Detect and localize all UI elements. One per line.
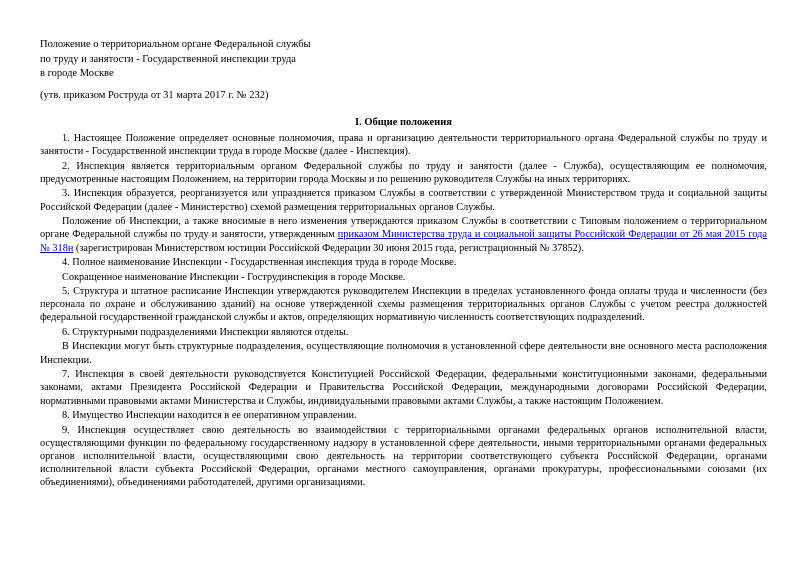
paragraph-structural-units: В Инспекции могут быть структурные подразделения, осуществляющие полномочия в установленной сфере деятельности вне основного места расположения Инспекции. xyxy=(40,341,767,366)
title-line-2: по труду и занятости - Государственной инспекции труда xyxy=(40,53,296,65)
paragraph-8: 8. Имущество Инспекции находится в ее оперативном управлении. xyxy=(62,410,357,422)
paragraph-regulation xyxy=(40,215,767,255)
paragraph-6: 6. Структурными подразделениями Инспекции являются отделы. xyxy=(62,326,349,338)
paragraph-short-name: Сокращенное наименование Инспекции - Гострудинспекция в городе Москве. xyxy=(62,271,406,283)
paragraph-1: 1. Настоящее Положение определяет основные полномочия, права и организацию деятельности территориального органа Федеральной службы по труду и занятости - Государственной инспекции труда в городе Москве (далее - Инспекция). xyxy=(40,133,767,158)
paragraph-3: 3. Инспекция образуется, реорганизуется или упраздняется приказом Службы в соответствии с утвержденной Министерством труда и социальной защиты Российской Федерации (далее - Министерство) схемой размещения территориальных органов Службы. xyxy=(40,188,767,213)
approval-note: (утв. приказом Роструда от 31 марта 2017 г. № 232) xyxy=(40,90,269,101)
paragraph-9: 9. Инспекция осуществляет свою деятельность во взаимодействии с территориальными органами федеральных органов исполнительной власти, осуществляющими функции по федеральному государственному надзору в установленной сфере деятельности, иными территориальными органами федеральных органов исполнительной власти, осуществляющими свою деятельность на территории соответствующего субъекта Российской Федерации, органами исполнительной власти субъекта Российской Федерации, органами местного самоуправления, органами прокуратуры, профессиональными союзами (их объединениями), объединениями работодателей, другими организациями. xyxy=(40,424,767,489)
document-title xyxy=(40,38,311,82)
document-body xyxy=(40,132,767,491)
title-line-3: в городе Москве xyxy=(40,68,114,79)
paragraph-5: 5. Структура и штатное расписание Инспекции утверждаются руководителем Инспекции в пределах установленного фонда оплаты труда и численности (без персонала по охране и обслуживанию зданий) на основе утвержденной схемы размещения территориальных органов Службы с учетом реестра должностей федеральной государственной гражданской службы и актов, определяющих нормативную численность соответствующих подразделений. xyxy=(40,286,767,324)
paragraph-2: 2. Инспекция является территориальным органом Федеральной службы по труду и занятости (далее - Служба), осуществляющим ее полномочия, предусмотренные настоящим Положением, на территории города Москвы и по решению руководителя Службы на иных территориях. xyxy=(40,160,767,185)
paragraph-regulation-text-before: Положение об Инспекции, а также вносимые в него изменения утверждаются приказом Службы в соответствии с Типовым положением о территориальном органе Федеральной службы по труду и занятости, утвержденным xyxy=(40,216,767,241)
paragraph-regulation-text-after: (зарегистрирован Министерством юстиции Российской Федерации 30 июня 2015 года, регистрационный № 37852). xyxy=(73,242,584,254)
paragraph-4: 4. Полное наименование Инспекции - Государственная инспекция труда в городе Москве. xyxy=(62,257,457,269)
ministry-order-link[interactable]: приказом Министерства труда и социальной защиты Российской Федерации от 26 мая 2015 года № 318н xyxy=(40,229,767,254)
section-heading: I. Общие положения xyxy=(355,117,452,128)
paragraph-7: 7. Инспекция в своей деятельности руководствуется Конституцией Российской Федерации, федеральными конституционными законами, федеральными законами, актами Президента Российской Федерации и Правительства Российской Федерации, международными договорами Российской Федерации, нормативными правовыми актами Министерства и Службы, индивидуальными правовыми актами Службы, а также настоящим Положением. xyxy=(40,369,767,407)
title-line-1: Положение о территориальном органе Федеральной службы xyxy=(40,39,311,50)
